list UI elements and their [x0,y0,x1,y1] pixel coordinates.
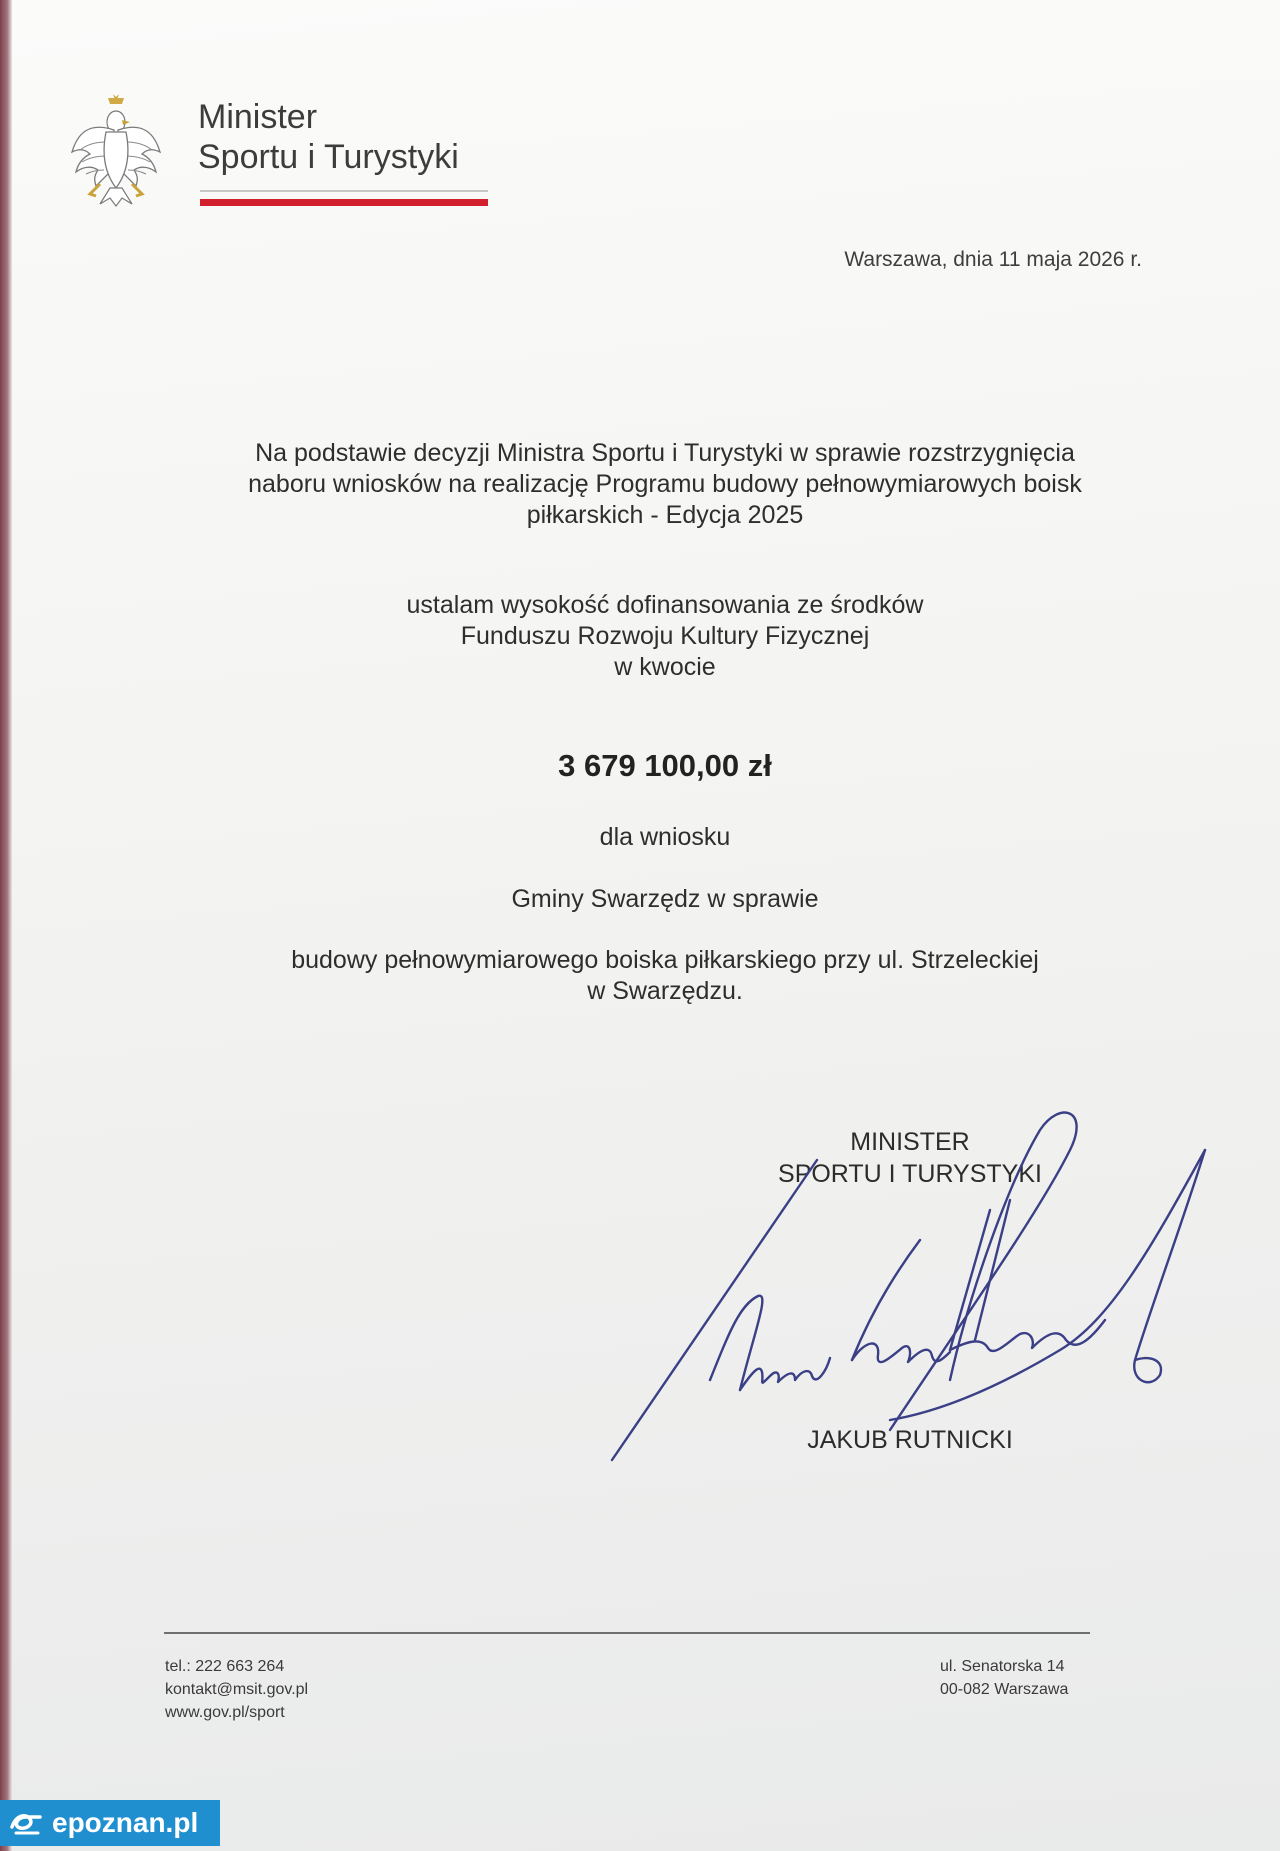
project-description [160,945,1170,1007]
project-line: w Swarzędzu. [587,977,743,1005]
logo-title-line2: Sportu i Turystyki [198,138,459,176]
logo-title-line1: Minister [198,98,318,136]
funding-line: ustalam wysokość dofinansowania ze środków [406,591,924,619]
footer-street: ul. Senatorska 14 [940,1658,1065,1675]
signatory-title-line2: SPORTU I TURYSTYKI [778,1160,1042,1188]
handwritten-signature [590,1090,1230,1470]
watermark-label: epoznan.pl [52,1807,199,1838]
project-line: budowy pełnowymiarowego boiska piłkarskiego przy ul. Strzeleckiej [291,946,1039,974]
signatory-name: JAKUB RUTNICKI [807,1426,1013,1454]
footer-email: kontakt@msit.gov.pl [165,1681,309,1698]
footer-website: www.gov.pl/sport [165,1704,285,1721]
basis-line: naboru wniosków na realizację Programu budowy pełnowymiarowych boisk [248,470,1082,498]
document-page [10,0,1280,1851]
footer-address [940,1655,1068,1701]
for-application-text: dla wniosku [599,823,731,851]
basis-line: piłkarskich - Edycja 2025 [526,501,804,529]
polish-eagle-emblem-icon [70,92,162,210]
decision-basis [160,438,1170,531]
folder-edge [0,0,12,1851]
epoznan-logo-icon [0,1800,52,1846]
funding-statement [160,590,1170,683]
basis-line: Na podstawie decyzji Ministra Sportu i Turystyki w sprawie rozstrzygnięcia [255,439,1075,467]
funding-line: Funduszu Rozwoju Kultury Fizycznej [460,622,870,650]
logo-accent-bar [200,199,488,206]
footer-phone: tel.: 222 663 264 [165,1658,285,1675]
funding-amount: 3 679 100,00 zł [558,748,772,783]
document-date: Warszawa, dnia 11 maja 2026 r. [844,248,1142,271]
footer-city: 00-082 Warszawa [940,1681,1069,1698]
signatory-title-line1: MINISTER [850,1128,970,1156]
logo-divider [200,190,488,192]
applicant-name: Gminy Swarzędz w sprawie [511,885,819,913]
source-watermark [0,1800,220,1846]
footer-divider [164,1632,1090,1634]
funding-line: w kwocie [614,653,716,681]
footer-contact [165,1655,308,1724]
